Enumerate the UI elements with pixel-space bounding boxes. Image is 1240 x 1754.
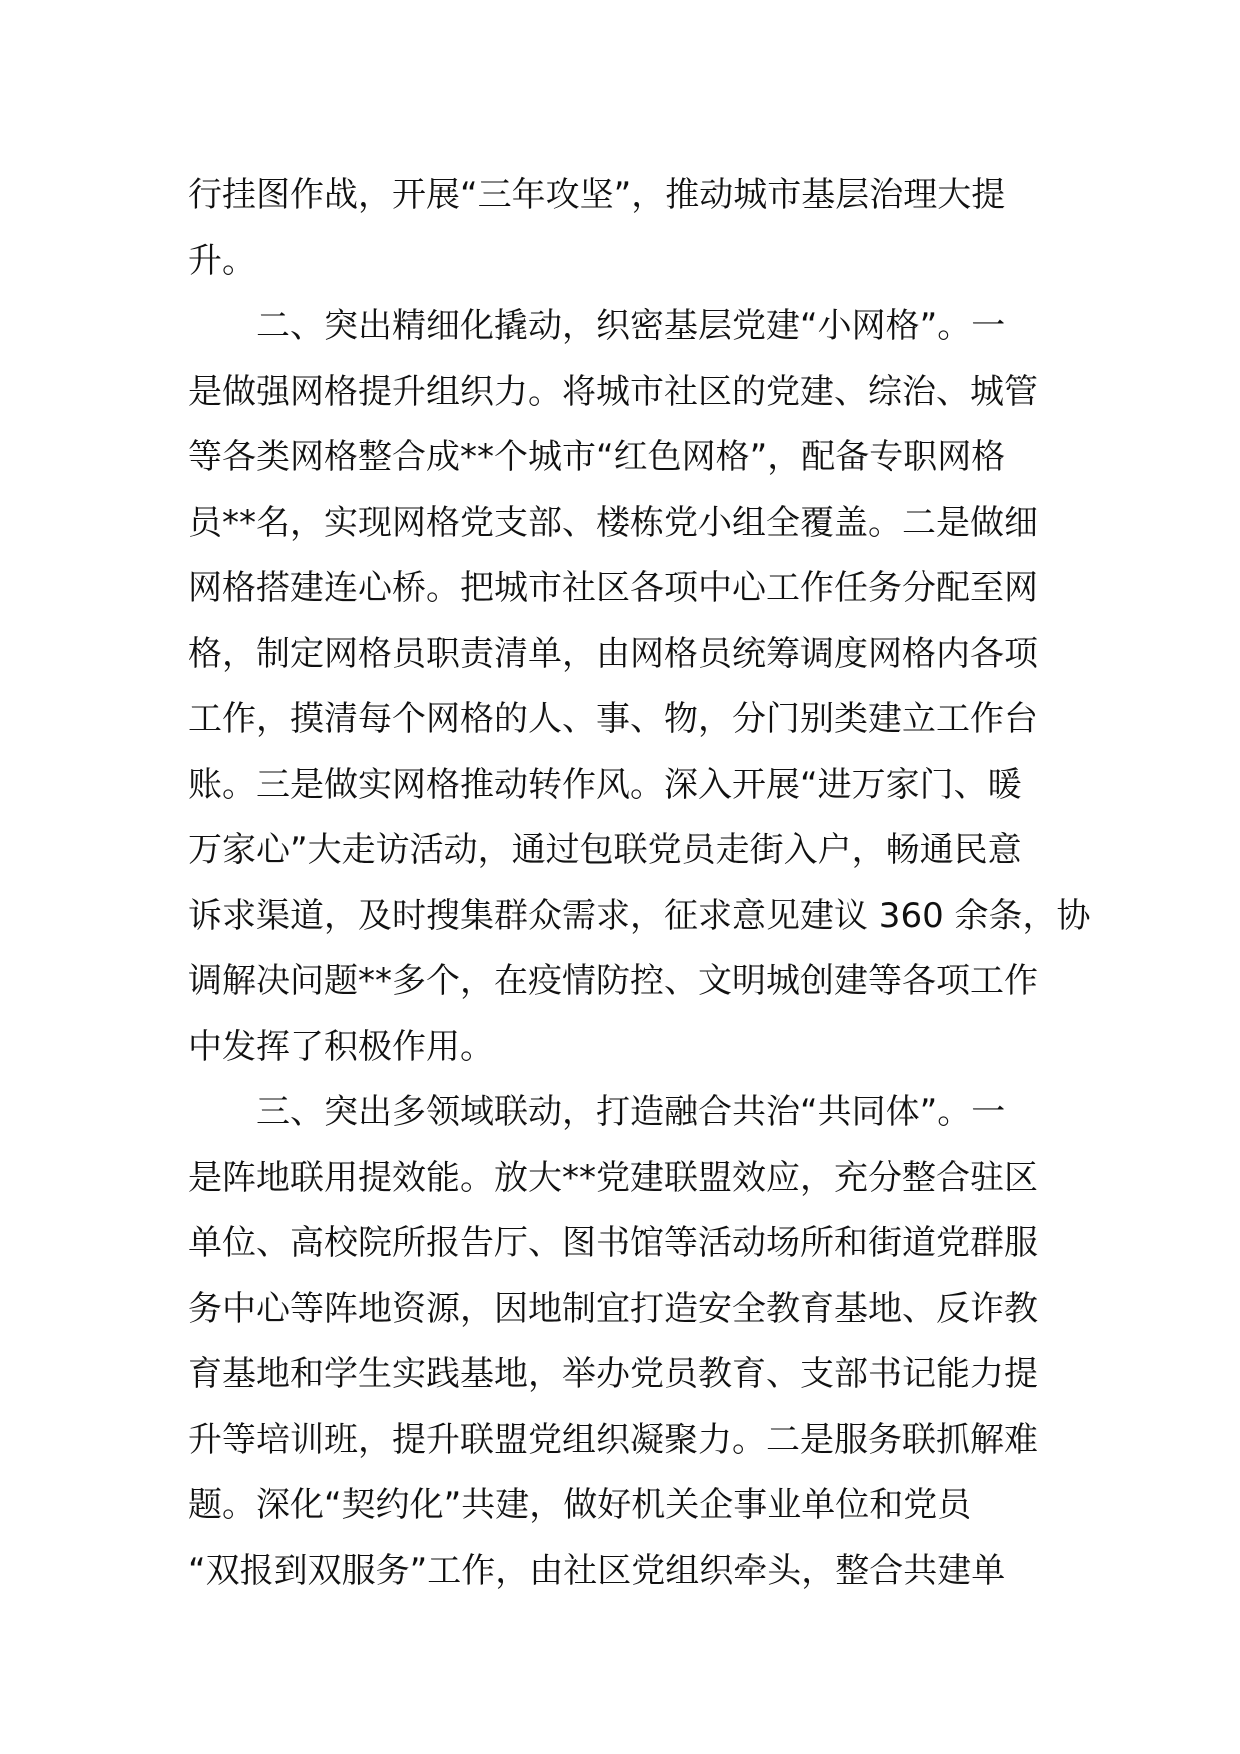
text-line: 行挂图作战，开展“三年攻坚”，推动城市基层治理大提: [188, 175, 1006, 215]
text-line: 中发挥了积极作用。: [188, 1026, 494, 1067]
text-line: 调解决问题**多个，在疫情防控、文明城创建等各项工作: [188, 961, 1038, 1001]
text-line: 育基地和学生实践基地，举办党员教育、支部书记能力提: [188, 1354, 1038, 1394]
text-line: 是阵地联用提效能。放大**党建联盟效应，充分整合驻区: [188, 1157, 1038, 1198]
text-line: “双报到双服务”工作，由社区党组织牵头，整合共建单: [188, 1550, 1006, 1591]
text-line: 员**名，实现网格党支部、楼栋党小组全覆盖。二是做细: [188, 502, 1038, 543]
text-line: 账。三是做实网格推动转作风。深入开展“进万家门、暖: [188, 764, 1022, 805]
section-heading-line: 三、突出多领域联动，打造融合共治“共同体”。一: [256, 1092, 1006, 1132]
text-line: 题。深化“契约化”共建，做好机关企事业单位和党员: [188, 1485, 972, 1525]
text-line: 工作，摸清每个网格的人、事、物，分门别类建立工作台: [188, 699, 1038, 739]
text-line: 升等培训班，提升联盟党组织凝聚力。二是服务联抓解难: [188, 1419, 1038, 1460]
text-line: 务中心等阵地资源，因地制宜打造安全教育基地、反诈教: [188, 1288, 1038, 1329]
text-line: 等各类网格整合成**个城市“红色网格”，配备专职网格: [188, 437, 1006, 477]
text-line: 万家心”大走访活动，通过包联党员走街入户，畅通民意: [188, 830, 1022, 870]
document-body: [188, 163, 1091, 1604]
text-line: 格，制定网格员职责清单，由网格员统筹调度网格内各项: [188, 633, 1038, 674]
text-line: 网格搭建连心桥。把城市社区各项中心工作任务分配至网: [188, 568, 1038, 608]
text-line: 是做强网格提升组织力。将城市社区的党建、综治、城管: [188, 371, 1038, 412]
section-heading-line: 二、突出精细化撬动，织密基层党建“小网格”。一: [256, 306, 1006, 346]
text-line: 诉求渠道，及时搜集群众需求，征求意见建议 360 余条，协: [188, 895, 1091, 936]
text-line: 升。: [188, 240, 256, 281]
text-line: 单位、高校院所报告厅、图书馆等活动场所和街道党群服: [188, 1223, 1038, 1263]
